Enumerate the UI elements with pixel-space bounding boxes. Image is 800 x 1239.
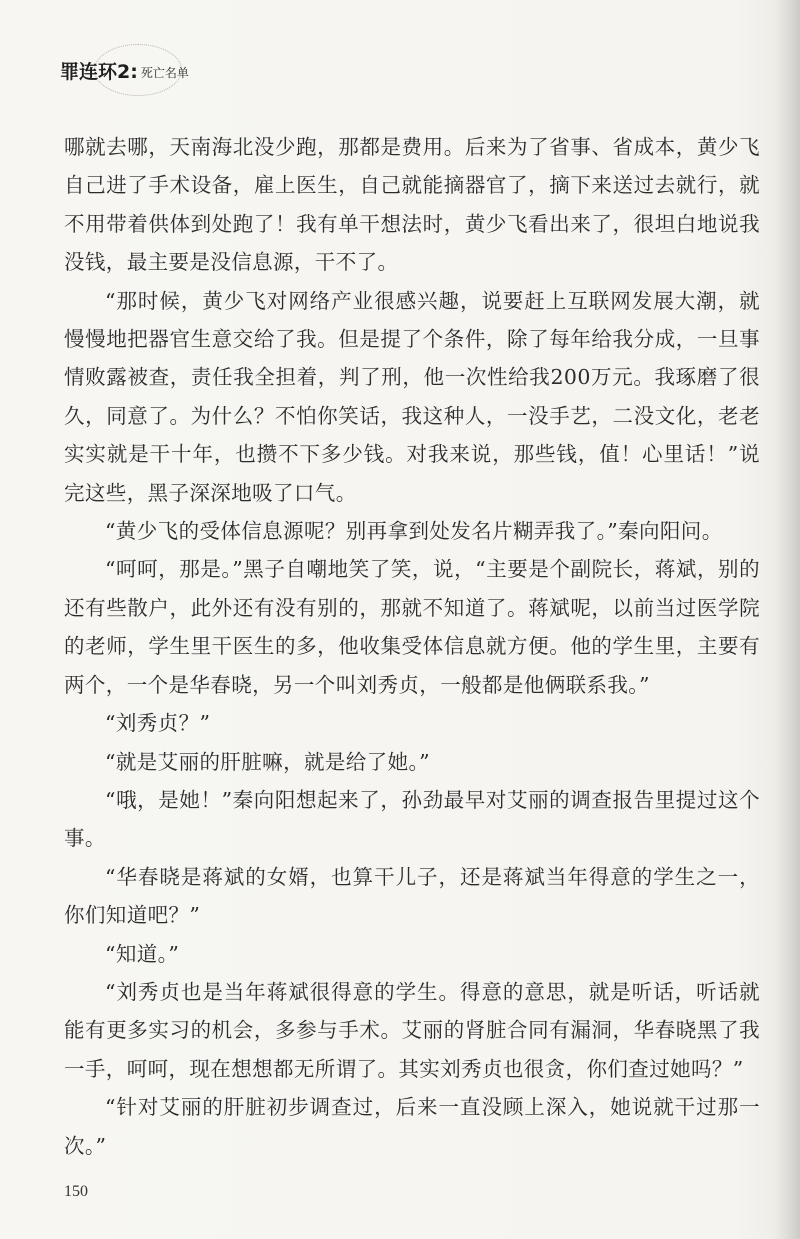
page-number: 150 bbox=[64, 1183, 88, 1200]
paragraph: “刘秀贞也是当年蒋斌很得意的学生。得意的意思，就是听话，听话就能有更多实习的机会，多参与手术。艾丽的肾脏合同有漏洞，华春晓黑了我一手，呵呵，现在想想都无所谓了。其实刘秀贞也很贪，你们查过她吗？” bbox=[64, 979, 760, 1081]
paragraph: “华春晓是蒋斌的女婿，也算干儿子，还是蒋斌当年得意的学生之一，你们知道吧？” bbox=[64, 864, 760, 928]
paragraph: “针对艾丽的肝脏初步调查过，后来一直没顾上深入，她说就干过那一次。” bbox=[64, 1095, 760, 1158]
paragraph: “哦，是她！”秦向阳想起来了，孙劲最早对艾丽的调查报告里提过这个事。 bbox=[64, 787, 760, 851]
paragraph: 哪就去哪，天南海北没少跑，那都是费用。后来为了省事、省成本，黄少飞自己进了手术设备，雇上医生，自己就能摘器官了，摘下来送过去就行，就不用带着供体到处跑了！我有单干想法时，黄少飞看出来了，很坦白地说我没钱，最主要是没信息源，干不了。 bbox=[64, 135, 760, 275]
paragraph: “就是艾丽的肝脏嘛，就是给了她。” bbox=[105, 749, 431, 774]
body-text bbox=[64, 128, 760, 1165]
paragraph: “黄少飞的受体信息源呢？别再拿到处发名片糊弄我了。”秦向阳问。 bbox=[105, 519, 723, 544]
paragraph: “刘秀贞？” bbox=[105, 711, 211, 736]
series-subtitle: 死亡名单 bbox=[140, 65, 189, 80]
paragraph: “知道。” bbox=[105, 941, 180, 966]
paragraph: “那时候，黄少飞对网络产业很感兴趣，说要赶上互联网发展大潮，就慢慢地把器官生意交给了我。但是提了个条件，除了每年给我分成，一旦事情败露被查，责任我全担着，判了刑，他一次性给我200万元。我琢磨了很久，同意了。为什么？不怕你笑话，我这种人，一没手艺，二没文化，老老实实就是干十年，也攒不下多少钱。对我来说，那些钱，值！心里话！”说完这些，黑子深深地吸了口气。 bbox=[64, 288, 760, 505]
page-edge-shadow bbox=[774, 0, 800, 1239]
series-title: 罪连环2: bbox=[60, 60, 138, 83]
paragraph: “呵呵，那是。”黑子自嘲地笑了笑，说，“主要是个副院长，蒋斌，别的还有些散户，此外还有没有别的，那就不知道了。蒋斌呢，以前当过医学院的老师，学生里干医生的多，他收集受体信息就方便。他的学生里，主要有两个，一个是华春晓，另一个叫刘秀贞，一般都是他俩联系我。” bbox=[64, 557, 760, 697]
running-header bbox=[60, 50, 189, 90]
